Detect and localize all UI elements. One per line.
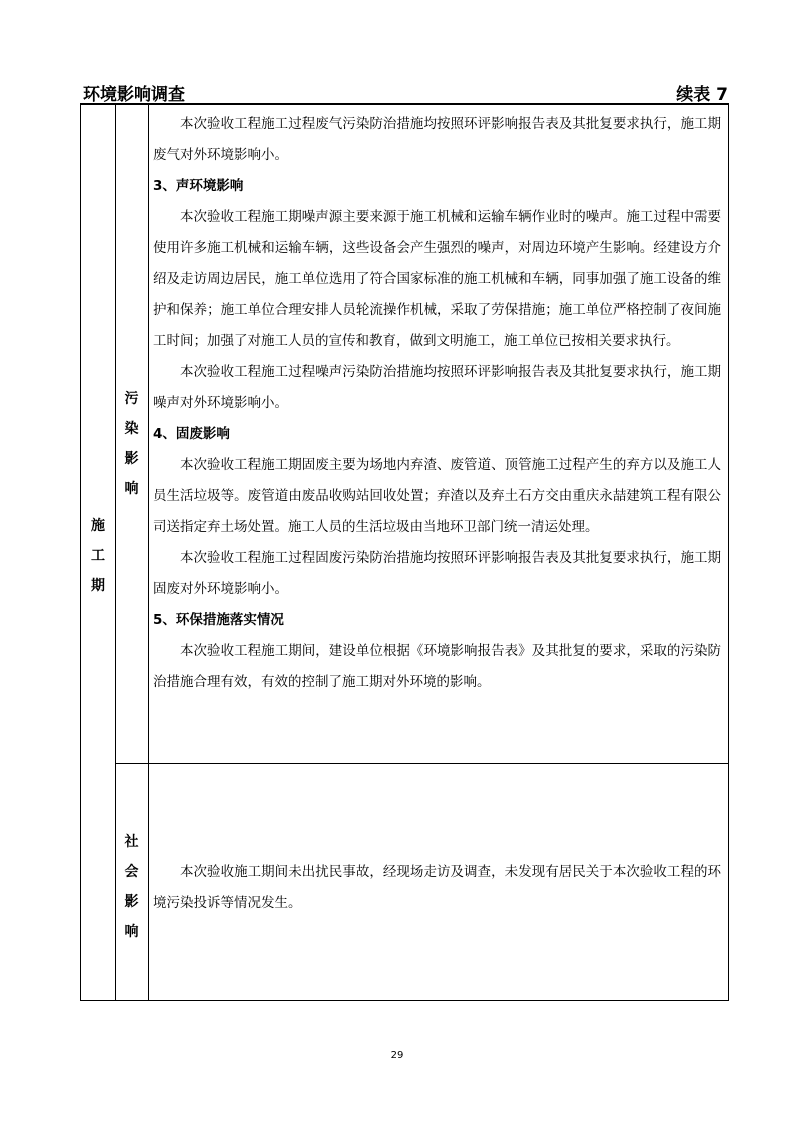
page-number: 29: [390, 1050, 404, 1061]
pollution-impact-content: [153, 109, 721, 698]
stage-label-char: 期: [91, 578, 105, 594]
social-impact-content: [153, 857, 721, 919]
column-divider: [148, 105, 149, 1000]
social-label-char: 会: [124, 864, 139, 880]
survey-table: [80, 104, 729, 1001]
row-divider: [115, 763, 728, 764]
paragraph-solid-waste: 本次验收工程施工期固废主要为场地内弃渣、废管道、顶管施工过程产生的弃方以及施工人员生活垃圾等。废管道由废品收购站回收处置；弃渣以及弃土石方交由重庆永喆建筑工程有限公司送指定弃土场处置。施工人员的生活垃圾由当地环卫部门统一清运处理。: [153, 457, 721, 535]
heading-solid-waste: 4、固废影响: [153, 426, 230, 442]
social-label-char: 响: [124, 924, 139, 940]
pollution-label-char: 响: [124, 481, 139, 497]
social-label-char: 社: [124, 834, 139, 850]
pollution-label-char: 染: [124, 421, 139, 437]
paragraph-social-impact: 本次验收施工期间未出扰民事故，经现场走访及调查，未发现有居民关于本次验收工程的环境污染投诉等情况发生。: [153, 864, 721, 911]
heading-noise: 3、声环境影响: [153, 178, 244, 194]
pollution-label-char: 污: [124, 391, 139, 407]
section-title: 环境影响调查: [83, 85, 185, 105]
stage-label-char: 工: [91, 548, 105, 564]
paragraph-solid-waste-conclusion: 本次验收工程施工过程固废污染防治措施均按照环评影响报告表及其批复要求执行，施工期固废对外环境影响小。: [153, 550, 721, 597]
paragraph-noise-sources: 本次验收工程施工期噪声源主要来源于施工机械和运输车辆作业时的噪声。施工过程中需要使用许多施工机械和运输车辆，这些设备会产生强烈的噪声，对周边环境产生影响。经建设方介绍及走访周边居民，施工单位选用了符合国家标准的施工机械和车辆，同事加强了施工设备的维护和保养；施工单位合理安排人员轮流操作机械，采取了劳保措施；施工单位严格控制了夜间施工时间；加强了对施工人员的宣传和教育，做到文明施工，施工单位已按相关要求执行。: [153, 209, 721, 349]
pollution-label-char: 影: [124, 451, 139, 467]
continuation-label: 续表 7: [676, 85, 728, 105]
social-label-char: 影: [124, 894, 139, 910]
pollution-impact-label: [115, 384, 148, 504]
paragraph-exhaust-conclusion: 本次验收工程施工过程废气污染防治措施均按照环评影响报告表及其批复要求执行，施工期废气对外环境影响小。: [153, 116, 721, 163]
paragraph-measures: 本次验收工程施工期间，建设单位根据《环境影响报告表》及其批复的要求，采取的污染防治措施合理有效，有效的控制了施工期对外环境的影响。: [153, 643, 721, 690]
paragraph-noise-conclusion: 本次验收工程施工过程噪声污染防治措施均按照环评影响报告表及其批复要求执行，施工期噪声对外环境影响小。: [153, 364, 721, 411]
social-impact-label: [115, 827, 148, 947]
stage-label: [81, 511, 115, 601]
stage-label-char: 施: [91, 518, 105, 534]
heading-measures: 5、环保措施落实情况: [153, 612, 284, 628]
